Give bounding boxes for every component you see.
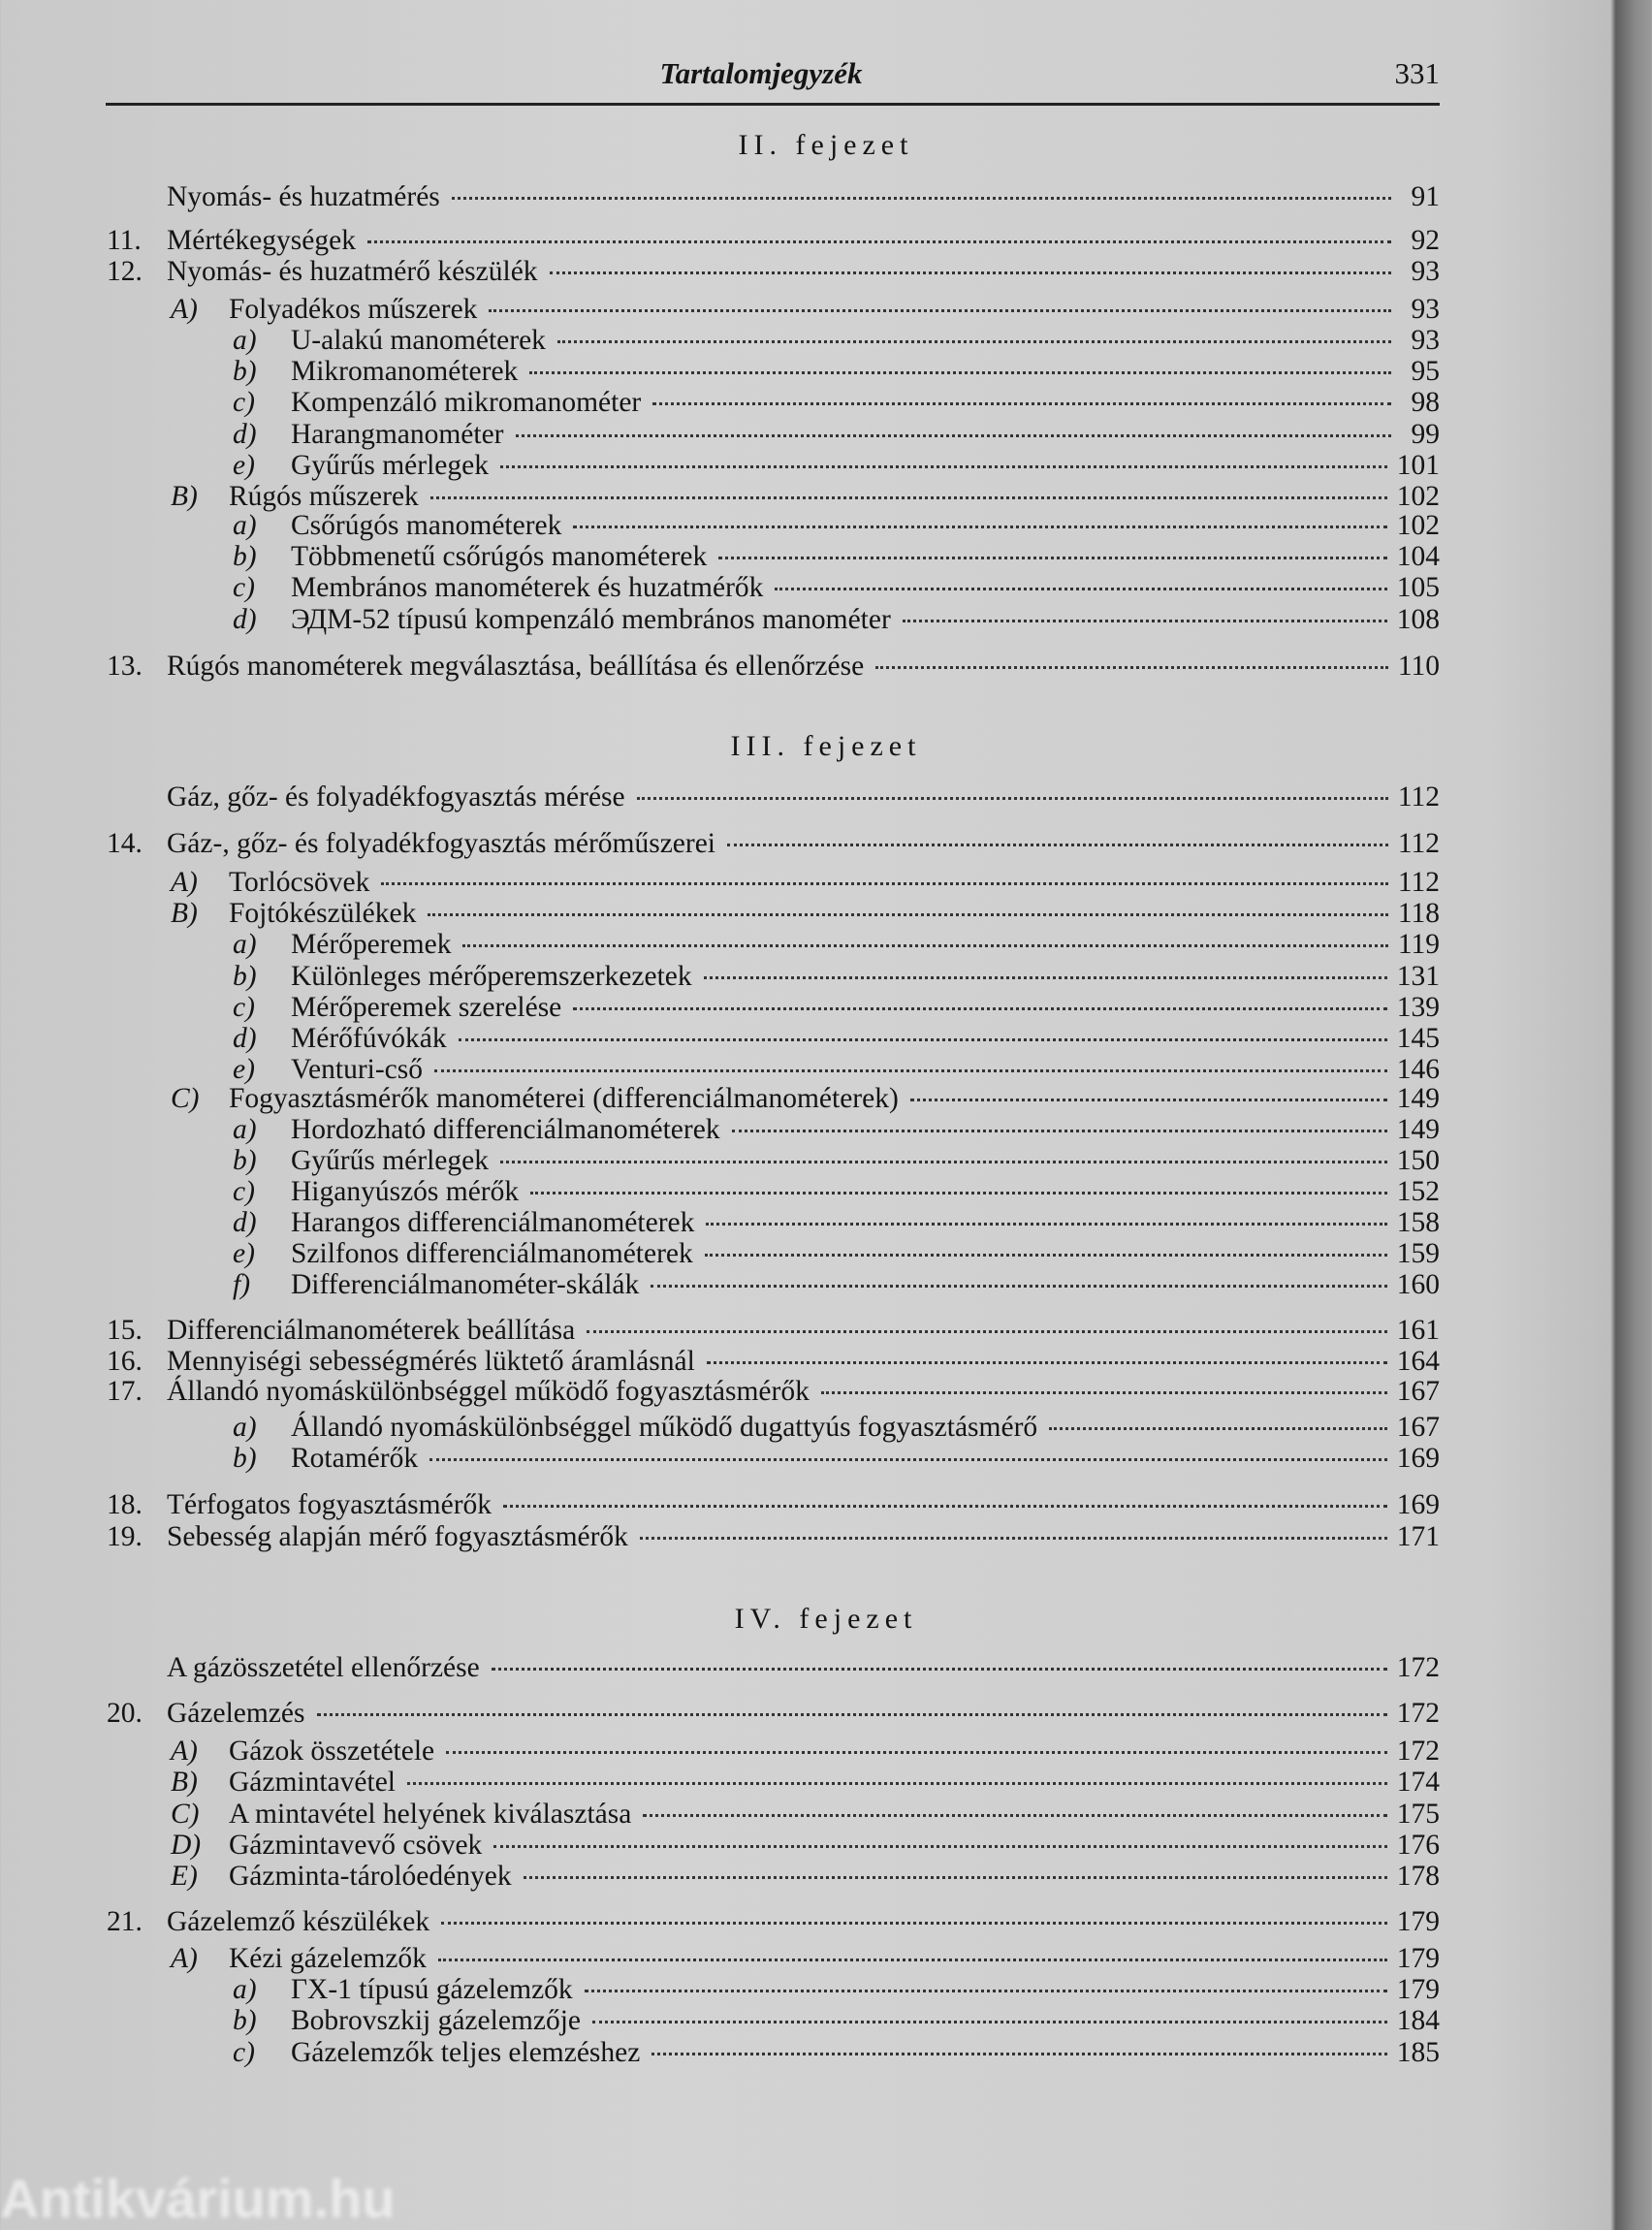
dot-leader [492, 1668, 1387, 1671]
entry-page: 167 [1396, 1376, 1440, 1407]
toc-entry [233, 992, 1440, 1025]
entry-title: Mikromanométerek [291, 356, 519, 387]
entry-marker: d) [233, 604, 257, 635]
toc-entry [233, 2005, 1440, 2038]
entry-marker: b) [233, 961, 257, 992]
chapter-title-entry [167, 181, 1440, 214]
chapter-heading: II. fejezet [738, 129, 914, 161]
entry-title: ЭДМ-52 típusú kompenzáló membrános manométer [291, 604, 891, 635]
entry-marker: d) [233, 1023, 257, 1054]
dot-leader [452, 197, 1391, 200]
dot-leader [643, 1814, 1386, 1817]
entry-page: 179 [1396, 1906, 1440, 1937]
entry-number: 18. [107, 1489, 143, 1520]
dot-leader [585, 1990, 1387, 1992]
toc-entry [233, 1023, 1440, 1056]
entry-title: Mérőfúvókák [291, 1023, 447, 1054]
toc-entry [233, 510, 1440, 543]
entry-page: 169 [1396, 1443, 1440, 1474]
entry-page: 145 [1396, 1023, 1440, 1054]
toc-entry [233, 541, 1440, 574]
dot-leader [1049, 1427, 1387, 1430]
entry-marker: B) [171, 898, 198, 929]
entry-title: Gázmintavevő csövek [229, 1830, 483, 1861]
dot-leader [592, 2021, 1387, 2023]
entry-title: Mérőperemek szerelése [291, 992, 562, 1023]
entry-page: 169 [1396, 1489, 1440, 1520]
entry-page: 101 [1396, 450, 1440, 481]
entry-page: 149 [1396, 1083, 1440, 1114]
entry-title: Bobrovszkij gázelemzője [291, 2005, 581, 2036]
entry-page: 174 [1396, 1767, 1440, 1798]
chapter-heading: IV. fejezet [734, 1603, 918, 1635]
entry-title: Állandó nyomáskülönbséggel működő dugattyús fogyasztásmérő [291, 1412, 1038, 1443]
dot-leader [516, 434, 1391, 437]
dot-leader [459, 1038, 1387, 1041]
dot-leader [430, 496, 1387, 499]
entry-title: Fogyasztásmérők manométerei (differenciálmanométerek) [229, 1083, 899, 1114]
toc-entry [107, 1489, 1440, 1522]
entry-marker: f) [233, 1269, 251, 1300]
dot-leader [903, 620, 1387, 622]
entry-marker: c) [233, 387, 255, 418]
entry-title: Membrános manométerek és huzatmérők [291, 572, 764, 603]
entry-title: Fojtókészülékek [229, 898, 417, 929]
dot-leader [429, 1458, 1387, 1461]
entry-page: 158 [1396, 1207, 1440, 1238]
watermark: Antikvárium.hu [0, 2168, 396, 2229]
dot-leader [875, 666, 1388, 669]
entry-title: Gázok összetétele [229, 1736, 435, 1767]
entry-marker: d) [233, 419, 257, 450]
entry-page: 104 [1396, 541, 1440, 572]
dot-leader [573, 526, 1386, 528]
dot-leader [775, 588, 1386, 590]
entry-page: 159 [1396, 1238, 1440, 1269]
entry-marker: C) [171, 1083, 200, 1114]
entry-title: Venturi-cső [291, 1054, 423, 1085]
dot-leader [407, 1782, 1387, 1785]
dot-leader [706, 1223, 1386, 1226]
toc-entry [107, 1376, 1440, 1409]
entry-title: Mértékegységek [167, 225, 356, 256]
entry-title: Gyűrűs mérlegek [291, 1145, 489, 1176]
entry-page: 146 [1396, 1054, 1440, 1085]
dot-leader [462, 944, 1387, 947]
toc-entry [171, 1799, 1440, 1832]
entry-title: Gázelemzők teljes elemzéshez [291, 2037, 641, 2068]
entry-marker: a) [233, 1974, 257, 2005]
dot-leader [428, 913, 1387, 916]
dot-leader [718, 557, 1386, 559]
dot-leader [434, 1069, 1387, 1072]
entry-marker: B) [171, 1767, 198, 1798]
toc-entry [233, 1238, 1440, 1271]
entry-page: 119 [1397, 929, 1440, 960]
entry-title: Gázelemzés [167, 1698, 305, 1729]
entry-number: 19. [107, 1521, 143, 1552]
entry-page: 118 [1397, 898, 1440, 929]
entry-page: 179 [1396, 1974, 1440, 2005]
entry-page: 175 [1396, 1799, 1440, 1830]
entry-title: Állandó nyomáskülönbséggel működő fogyasztásmérők [167, 1376, 810, 1407]
entry-title: Differenciálmanométer-skálák [291, 1269, 640, 1300]
entry-title: Gázminta-tárolóedények [229, 1861, 512, 1892]
entry-number: 14. [107, 828, 143, 859]
entry-page: 152 [1396, 1176, 1440, 1207]
entry-title: Kézi gázelemzők [229, 1943, 427, 1974]
dot-leader [489, 309, 1391, 312]
dot-leader [910, 1099, 1387, 1101]
toc-entry [233, 1207, 1440, 1240]
entry-page: 164 [1396, 1346, 1440, 1377]
toc-entry [171, 1861, 1440, 1894]
entry-page: 112 [1397, 828, 1440, 859]
entry-number: 12. [107, 256, 143, 287]
entry-title: Sebesség alapján mérő fogyasztásmérők [167, 1521, 628, 1552]
running-header-title: Tartalomjegyzék [659, 56, 863, 90]
entry-title: Mérőperemek [291, 929, 452, 960]
entry-title: Mennyiségi sebességmérés lüktető áramlásnál [167, 1346, 695, 1377]
toc-entry [233, 1145, 1440, 1178]
toc-entry [233, 2037, 1440, 2070]
chapter-title-entry [167, 1652, 1440, 1685]
dot-leader [317, 1713, 1387, 1716]
dot-leader [529, 371, 1391, 374]
entry-title: A mintavétel helyének kiválasztása [229, 1799, 632, 1830]
entry-number: 13. [107, 651, 143, 682]
chapter-title-entry [167, 781, 1440, 814]
entry-page: 172 [1396, 1736, 1440, 1767]
entry-page: 149 [1396, 1114, 1440, 1145]
entry-marker: A) [171, 1943, 198, 1974]
entry-marker: a) [233, 325, 257, 356]
entry-page: 112 [1397, 867, 1440, 898]
toc-entry [171, 481, 1440, 514]
entry-title: Differenciálmanométerek beállítása [167, 1315, 576, 1346]
toc-entry [107, 256, 1440, 289]
toc-entry [233, 1114, 1440, 1147]
entry-title: Gáz-, gőz- és folyadékfogyasztás mérőműszerei [167, 828, 715, 859]
dot-leader [381, 882, 1387, 885]
entry-page: 93 [1411, 256, 1440, 287]
entry-marker: c) [233, 992, 255, 1023]
dot-leader [587, 1330, 1386, 1333]
toc-entry [233, 1974, 1440, 2007]
toc-entry [233, 604, 1440, 637]
entry-marker: b) [233, 1443, 257, 1474]
entry-marker: b) [233, 356, 257, 387]
entry-page: 102 [1396, 481, 1440, 512]
toc-entry [233, 1412, 1440, 1445]
toc-entry [233, 961, 1440, 994]
entry-title: Többmenetű csőrúgós manométerek [291, 541, 708, 572]
entry-number: 16. [107, 1346, 143, 1377]
entry-page: 108 [1396, 604, 1440, 635]
entry-page: 172 [1396, 1698, 1440, 1729]
entry-page: 110 [1397, 651, 1440, 682]
entry-marker: c) [233, 1176, 255, 1207]
entry-title: Rúgós műszerek [229, 481, 419, 512]
entry-page: 102 [1396, 510, 1440, 541]
entry-title: Rotamérők [291, 1443, 419, 1474]
toc-entry [233, 1269, 1440, 1302]
dot-leader [705, 1254, 1387, 1257]
toc-entry [233, 1443, 1440, 1476]
entry-marker: a) [233, 1412, 257, 1443]
dot-leader [707, 1361, 1387, 1364]
dot-leader [640, 1537, 1387, 1540]
entry-title: Torlócsövek [229, 867, 370, 898]
entry-marker: A) [171, 867, 198, 898]
dot-leader [503, 1505, 1387, 1508]
entry-page: 167 [1396, 1412, 1440, 1443]
toc-entry [233, 929, 1440, 962]
entry-title: A gázösszetétel ellenőrzése [167, 1652, 480, 1683]
entry-marker: e) [233, 1054, 255, 1085]
entry-marker: b) [233, 1145, 257, 1176]
entry-title: Folyadékos műszerek [229, 294, 478, 325]
dot-leader [446, 1751, 1387, 1754]
toc-entry [107, 225, 1440, 258]
toc-entry [171, 294, 1440, 327]
toc-entry [233, 419, 1440, 452]
toc-entry [171, 1943, 1440, 1976]
entry-number: 17. [107, 1376, 143, 1407]
entry-marker: a) [233, 929, 257, 960]
entry-marker: c) [233, 572, 255, 603]
dot-leader [367, 240, 1391, 243]
entry-title: Gázelemző készülékek [167, 1906, 430, 1937]
toc-entry [107, 1521, 1440, 1554]
entry-page: 95 [1411, 356, 1440, 387]
dot-leader [652, 402, 1391, 405]
entry-marker: a) [233, 1114, 257, 1145]
entry-page: 185 [1396, 2037, 1440, 2068]
entry-page: 150 [1396, 1145, 1440, 1176]
entry-title: Nyomás- és huzatmérés [167, 181, 440, 212]
entry-title: Kompenzáló mikromanométer [291, 387, 642, 418]
entry-title: Nyomás- és huzatmérő készülék [167, 256, 538, 287]
toc-entry [171, 867, 1440, 900]
dot-leader [732, 1130, 1387, 1132]
entry-marker: D) [171, 1830, 202, 1861]
entry-marker: A) [171, 1736, 198, 1767]
entry-marker: B) [171, 481, 198, 512]
entry-marker: b) [233, 541, 257, 572]
entry-title: U-alakú manométerek [291, 325, 546, 356]
toc-entry [107, 1346, 1440, 1379]
entry-title: Rúgós manométerek megválasztása, beállítása és ellenőrzése [167, 651, 865, 682]
entry-title: Csőrúgós manométerek [291, 510, 562, 541]
entry-title: Gázmintavétel [229, 1767, 397, 1798]
toc-entry [233, 325, 1440, 358]
toc-entry [171, 1083, 1440, 1116]
toc-entry [233, 1176, 1440, 1209]
toc-entry [107, 1315, 1440, 1348]
dot-leader [438, 1959, 1387, 1961]
page-number: 331 [1394, 56, 1440, 90]
dot-leader [727, 844, 1388, 846]
entry-number: 11. [107, 225, 142, 256]
toc-entry [233, 450, 1440, 483]
toc-entry [171, 1830, 1440, 1863]
entry-page: 139 [1396, 992, 1440, 1023]
entry-page: 179 [1396, 1943, 1440, 1974]
dot-leader [500, 1161, 1387, 1163]
entry-page: 105 [1396, 572, 1440, 603]
entry-title: Gáz, gőz- és folyadékfogyasztás mérése [167, 781, 625, 812]
entry-marker: e) [233, 1238, 255, 1269]
dot-leader [500, 465, 1387, 468]
entry-page: 91 [1411, 181, 1440, 212]
dot-leader [704, 976, 1387, 979]
entry-marker: c) [233, 2037, 255, 2068]
dot-leader [651, 1285, 1387, 1288]
dot-leader [550, 271, 1391, 274]
dot-leader [524, 1876, 1387, 1879]
toc-entry [233, 387, 1440, 420]
entry-marker: b) [233, 2005, 257, 2036]
toc-entry [233, 356, 1440, 389]
toc-entry [107, 828, 1440, 861]
entry-title: Harangos differenciálmanométerek [291, 1207, 695, 1238]
toc-entry [171, 898, 1440, 931]
entry-title: Szilfonos differenciálmanométerek [291, 1238, 693, 1269]
entry-page: 160 [1396, 1269, 1440, 1300]
entry-marker: e) [233, 450, 255, 481]
dot-leader [493, 1845, 1386, 1848]
toc-entry [107, 1906, 1440, 1939]
entry-page: 93 [1411, 294, 1440, 325]
entry-title: Térfogatos fogyasztásmérők [167, 1489, 492, 1520]
entry-number: 20. [107, 1698, 143, 1729]
entry-page: 176 [1396, 1830, 1440, 1861]
entry-page: 93 [1411, 325, 1440, 356]
entry-page: 112 [1397, 781, 1440, 812]
entry-page: 161 [1396, 1315, 1440, 1346]
entry-marker: A) [171, 294, 198, 325]
dot-leader [557, 340, 1391, 343]
entry-marker: d) [233, 1207, 257, 1238]
entry-title: Higanyúszós mérők [291, 1176, 520, 1207]
dot-leader [821, 1391, 1387, 1394]
toc-entry [233, 572, 1440, 605]
dot-leader [530, 1192, 1387, 1195]
toc-entry [171, 1736, 1440, 1768]
toc-entry [233, 1054, 1440, 1087]
entry-title: Hordozható differenciálmanométerek [291, 1114, 720, 1145]
header-rule [106, 103, 1440, 106]
entry-page: 184 [1396, 2005, 1440, 2036]
entry-number: 21. [107, 1906, 143, 1937]
dot-leader [651, 2053, 1386, 2055]
toc-entry [171, 1767, 1440, 1800]
toc-entry [107, 651, 1440, 684]
entry-title: Különleges mérőperemszerkezetek [291, 961, 692, 992]
entry-page: 92 [1411, 225, 1440, 256]
entry-page: 98 [1411, 387, 1440, 418]
entry-marker: a) [233, 510, 257, 541]
dot-leader [441, 1922, 1387, 1925]
entry-page: 178 [1396, 1861, 1440, 1892]
entry-marker: E) [171, 1861, 198, 1892]
entry-title: Harangmanométer [291, 419, 504, 450]
entry-title: Gyűrűs mérlegek [291, 450, 489, 481]
entry-title: ГХ-1 típusú gázelemzők [291, 1974, 573, 2005]
dot-leader [573, 1007, 1386, 1010]
entry-page: 171 [1396, 1521, 1440, 1552]
entry-marker: C) [171, 1799, 200, 1830]
entry-page: 131 [1396, 961, 1440, 992]
entry-page: 99 [1411, 419, 1440, 450]
chapter-heading: III. fejezet [730, 730, 922, 762]
entry-number: 15. [107, 1315, 143, 1346]
entry-page: 172 [1396, 1652, 1440, 1683]
dot-leader [637, 797, 1388, 800]
toc-entry [107, 1698, 1440, 1731]
